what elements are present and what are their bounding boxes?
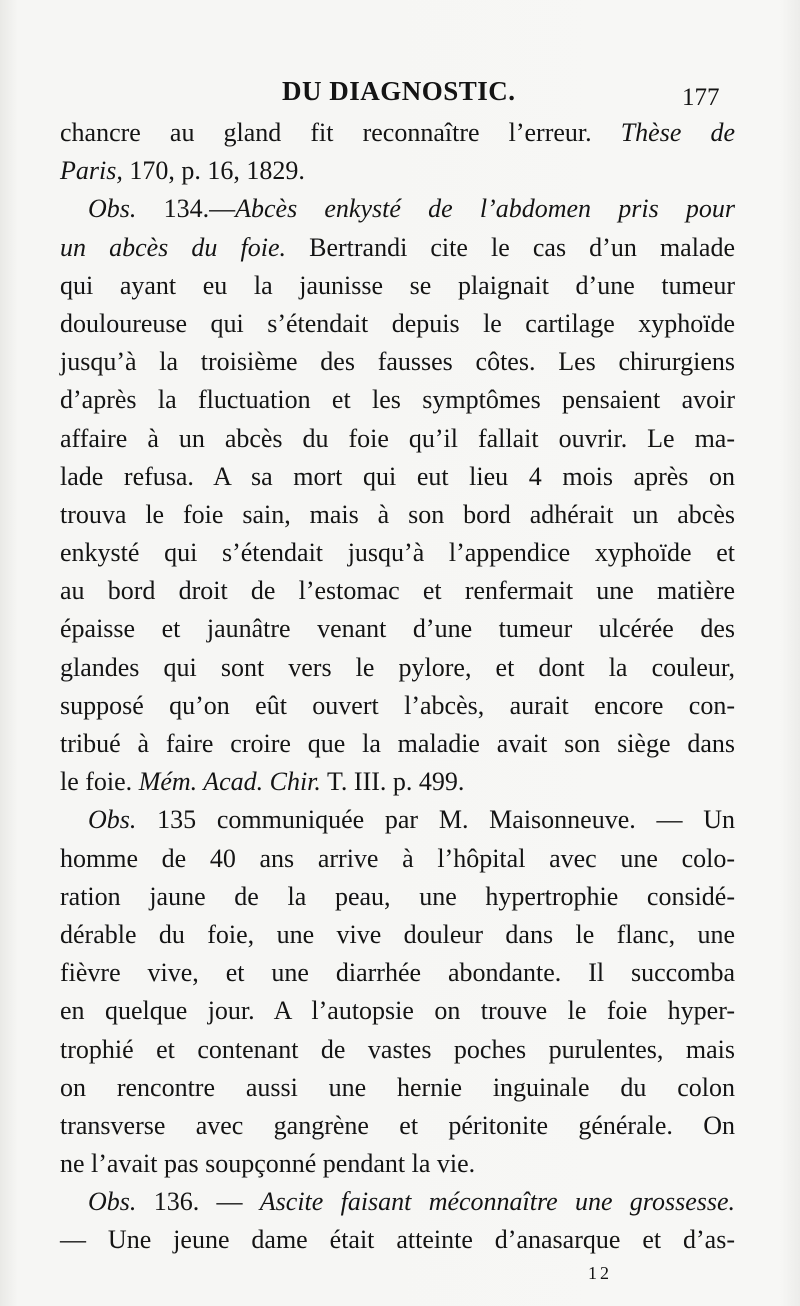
text-line: au bord droit de l’estomac et renfermait une matière (60, 576, 735, 606)
text-line: glandes qui sont vers le pylore, et dont la couleur, (60, 652, 735, 682)
text-line: enkysté qui s’étendait jusqu’à l’appendice xyphoïde et (60, 538, 735, 568)
signature-mark: 12 (588, 1263, 612, 1283)
page-number: 177 (682, 84, 720, 111)
text-line: chancre au gland fit reconnaître l’erreur. Thèse de (60, 118, 736, 147)
text-line: en quelque jour. A l’autopsie on trouve le foie hyper- (60, 996, 735, 1026)
text-line: douloureuse qui s’étendait depuis le cartilage xyphoïde (60, 308, 735, 338)
text-line: Obs. 135 communiquée par M. Maisonneuve. — Un (88, 805, 735, 835)
text-line: — Une jeune dame était atteinte d’anasarque et d’as- (60, 1225, 735, 1255)
text-line: épaisse et jaunâtre venant d’une tumeur ulcérée des (60, 614, 735, 644)
text-line: fièvre vive, et une diarrhée abondante. Il succomba (60, 958, 735, 988)
text-line: dérable du foie, une vive douleur dans le flanc, une (60, 919, 735, 949)
text-line: Paris, 170, p. 16, 1829. (60, 156, 305, 186)
text-line: le foie. Mém. Acad. Chir. T. III. p. 499. (60, 767, 465, 797)
text-line: tribué à faire croire que la maladie avait son siège dans (60, 729, 735, 758)
text-line: Obs. 134.—Abcès enkysté de l’abdomen pris pour (88, 194, 735, 224)
text-line: trouva le foie sain, mais à son bord adhérait un abcès (60, 499, 735, 529)
text-line: on rencontre aussi une hernie inguinale du colon (60, 1072, 735, 1102)
text-line: d’après la fluctuation et les symptômes pensaient avoir (60, 385, 735, 415)
text-line: un abcès du foie. Bertrandi cite le cas d’un malade (60, 232, 736, 262)
text-line: Obs. 136. — Ascite faisant méconnaître une grossesse. (88, 1187, 736, 1217)
body-text (60, 114, 735, 1260)
running-head (0, 70, 800, 110)
text-line: homme de 40 ans arrive à l’hôpital avec une colo- (60, 843, 735, 873)
text-line: trophié et contenant de vastes poches purulentes, mais (60, 1034, 735, 1064)
text-line: transverse avec gangrène et péritonite générale. On (60, 1110, 735, 1140)
running-title: DU DIAGNOSTIC. (282, 76, 516, 106)
text-line: jusqu’à la troisième des fausses côtes. Les chirurgiens (60, 347, 735, 377)
text-line: lade refusa. A sa mort qui eut lieu 4 mois après on (60, 461, 735, 491)
text-line: supposé qu’on eût ouvert l’abcès, aurait encore con- (60, 690, 735, 720)
text-line: qui ayant eu la jaunisse se plaignait d’une tumeur (60, 270, 735, 300)
text-line: ration jaune de la peau, une hypertrophie considé- (60, 881, 735, 911)
text-line: affaire à un abcès du foie qu’il fallait ouvrir. Le ma- (60, 423, 735, 453)
text-line: ne l’avait pas soupçonné pendant la vie. (60, 1149, 476, 1179)
